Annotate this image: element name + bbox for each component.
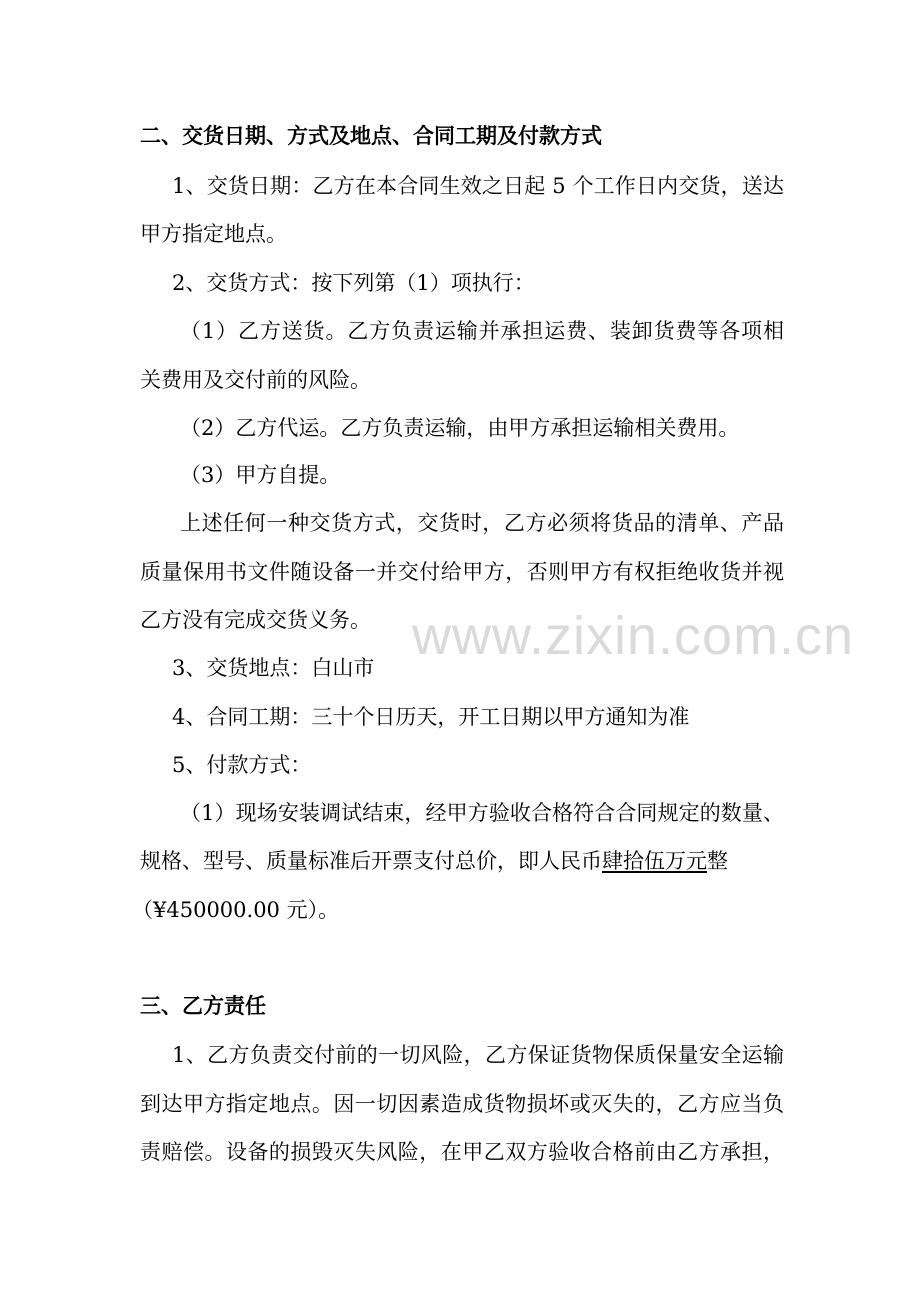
payment-line-2-prefix: 规格、型号、质量标准后开票支付总价，即人民币 [140,849,602,873]
section-2-heading: 二、交货日期、方式及地点、合同工期及付款方式 [140,123,602,148]
payment-amount-words: 肆拾伍万元 [602,849,707,873]
delivery-location: 3、交货地点：白山市 [172,656,375,680]
payment-method: 5、付款方式： [172,753,312,777]
section-3-heading: 三、乙方责任 [140,993,266,1018]
option-3: （3）甲方自提。 [180,463,341,487]
option-1-line-1: （1）乙方送货。乙方负责运输并承担运费、装卸货费等各项相 [180,319,784,343]
delivery-method: 2、交货方式：按下列第（1）项执行： [172,271,535,295]
option-1-line-2: 关费用及交付前的风险。 [140,368,371,392]
payment-line-2 [140,846,790,876]
responsibility-line-1: 1、乙方负责交付前的一切风险，乙方保证货物保质保量安全运输 [172,1043,784,1067]
payment-amount-figures: （¥450000.00 元）。 [132,898,340,922]
delivery-note-line-1: 上述任何一种交货方式，交货时，乙方必须将货品的清单、产品 [180,511,784,535]
responsibility-line-3: 责赔偿。设备的损毁灭失风险，在甲乙双方验收合格前由乙方承担， [140,1140,784,1164]
delivery-note-line-2: 质量保用书文件随设备一并交付给甲方，否则甲方有权拒绝收货并视 [140,560,784,584]
payment-line-2-suffix: 整 [707,849,728,873]
payment-line-1: （1）现场安装调试结束，经甲方验收合格符合合同规定的数量、 [180,801,784,825]
delivery-note-line-3: 乙方没有完成交货义务。 [140,608,371,632]
contract-period: 4、合同工期：三十个日历天，开工日期以甲方通知为准 [172,705,690,729]
delivery-date-line-1: 1、交货日期：乙方在本合同生效之日起 5 个工作日内交货，送达 [172,174,784,198]
option-2: （2）乙方代运。乙方负责运输，由甲方承担运输相关费用。 [180,416,740,440]
watermark: www.zixin.com.cn [412,606,855,666]
responsibility-line-2: 到达甲方指定地点。因一切因素造成货物损坏或灭失的，乙方应当负 [140,1092,784,1116]
delivery-date-line-2: 甲方指定地点。 [140,222,287,246]
